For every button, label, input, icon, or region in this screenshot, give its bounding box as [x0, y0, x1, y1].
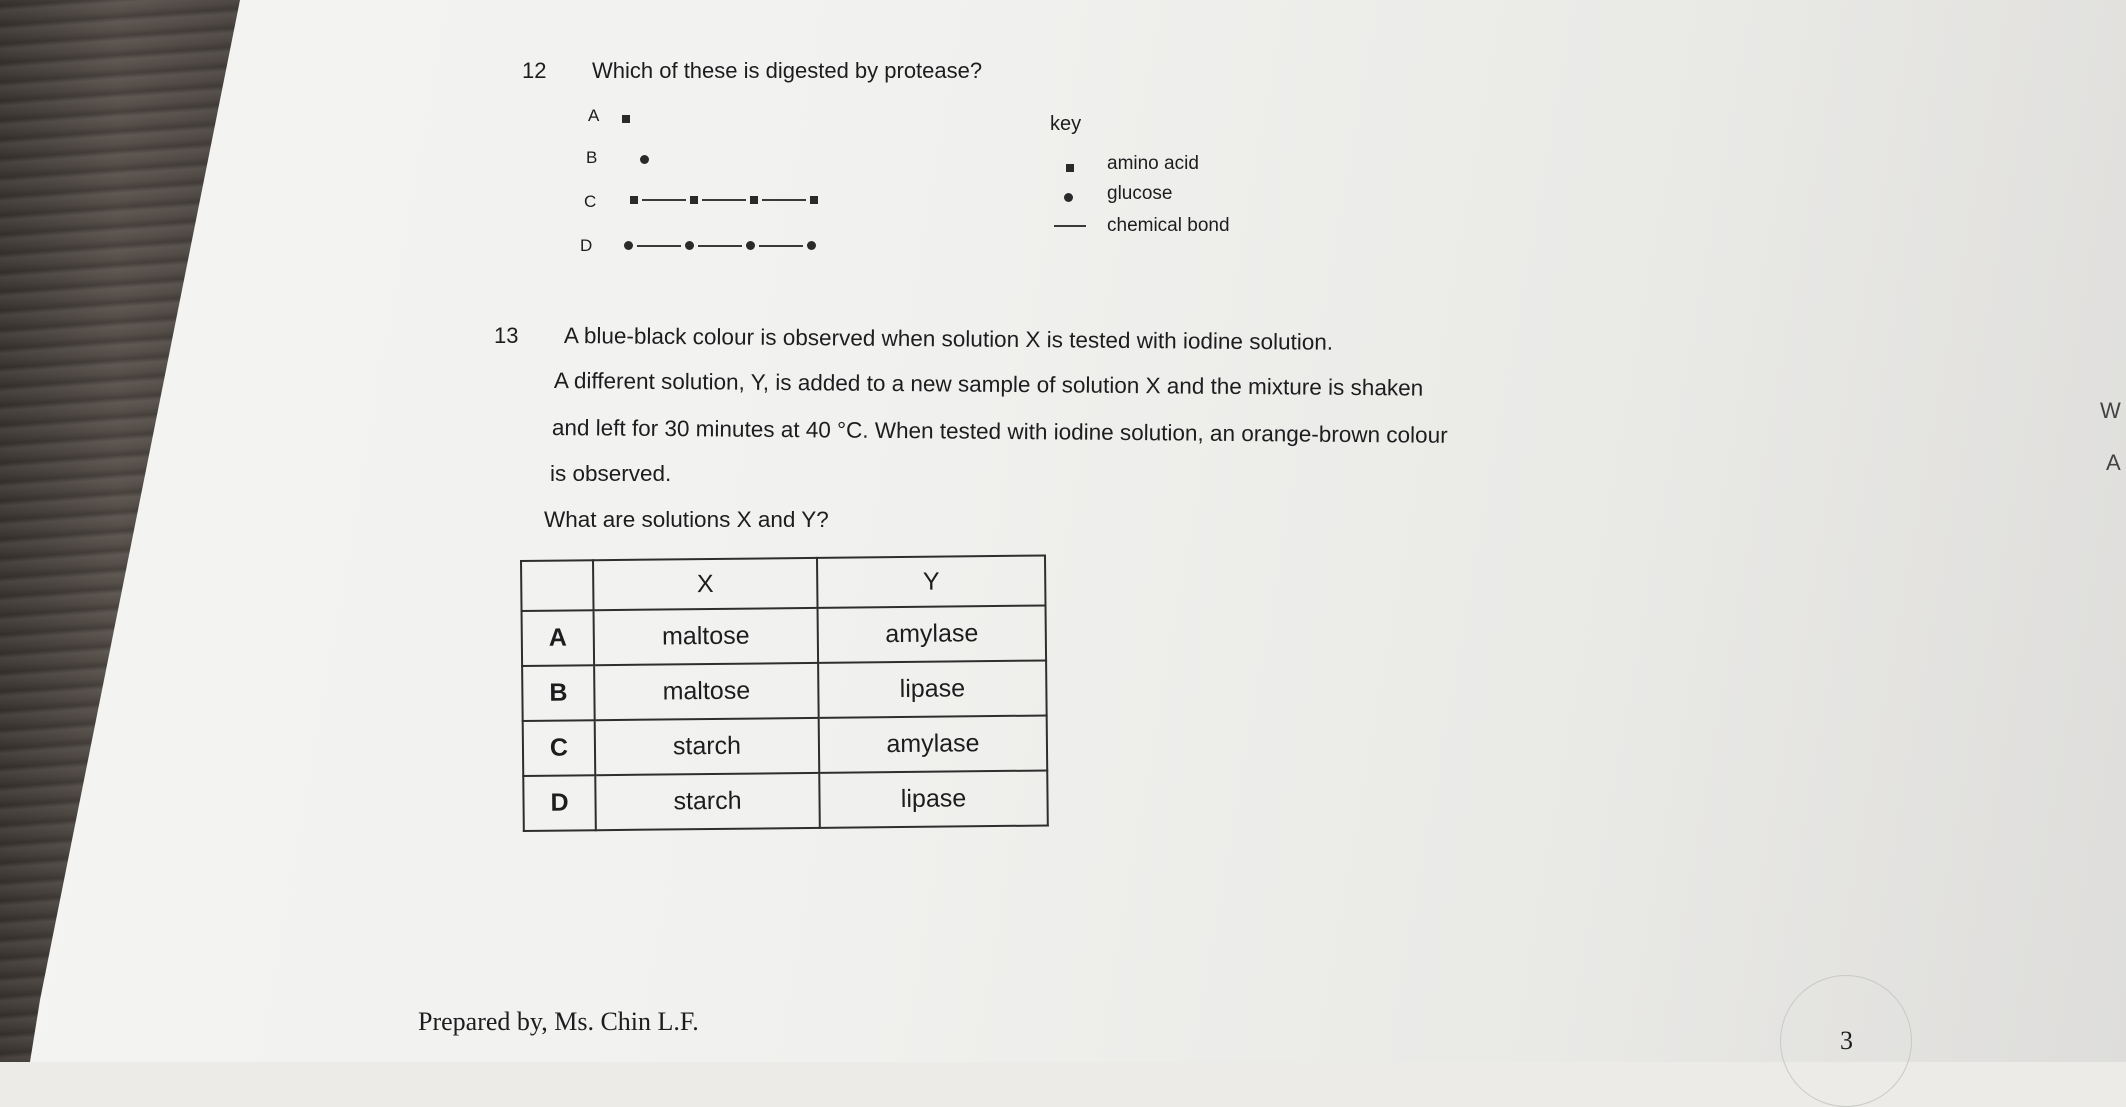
glucose-icon — [746, 241, 755, 250]
row-option-label: D — [523, 775, 596, 831]
q12-option-c-label: C — [584, 192, 597, 211]
table-header-y: Y — [817, 556, 1046, 608]
q12-option-b-structure — [640, 151, 649, 169]
table-header-row — [521, 556, 1045, 611]
glucose-icon — [807, 241, 816, 250]
q12-option-d-structure — [624, 241, 816, 250]
question-13-line-3: and left for 30 minutes at 40 °C. When tested with iodine solution, an orange-brown colour — [551, 415, 1448, 448]
row-solution-x: starch — [595, 773, 820, 830]
glucose-icon — [640, 155, 649, 164]
chemical-bond-icon — [702, 199, 746, 201]
row-solution-x: starch — [595, 718, 820, 775]
question-13-line-4: is observed. — [550, 461, 672, 486]
edge-mark-a: A — [2106, 450, 2121, 475]
q12-option-c-structure — [630, 196, 818, 204]
question-12-number: 12 — [522, 58, 547, 83]
row-option-label: C — [523, 720, 596, 776]
key-amino-acid-symbol — [1066, 159, 1074, 177]
key-chemical-bond-text: chemical bond — [1107, 215, 1230, 236]
row-solution-x: maltose — [594, 608, 819, 665]
question-13-number: 13 — [494, 323, 519, 348]
question-13-prompt: What are solutions X and Y? — [544, 507, 829, 532]
key-amino-acid-text: amino acid — [1107, 153, 1199, 174]
row-solution-y: amylase — [819, 715, 1048, 772]
amino-acid-icon — [690, 196, 698, 204]
chemical-bond-icon — [642, 199, 686, 201]
amino-acid-icon — [630, 196, 638, 204]
page-number: 3 — [1840, 1026, 1853, 1055]
amino-acid-icon — [750, 196, 758, 204]
chemical-bond-icon — [637, 245, 681, 247]
footer-prepared-by: Prepared by, Ms. Chin L.F. — [418, 1007, 699, 1036]
q12-option-a-structure — [622, 110, 630, 128]
q12-option-b-label: B — [586, 148, 598, 167]
q12-option-a-label: A — [588, 106, 600, 125]
row-solution-y: lipase — [819, 770, 1048, 827]
table-header-empty — [521, 560, 594, 611]
table-row — [522, 660, 1047, 720]
glucose-icon — [685, 241, 694, 250]
edge-mark-w: W — [2100, 398, 2121, 423]
chemical-bond-icon — [759, 245, 803, 247]
chemical-bond-icon — [762, 199, 806, 201]
question-13-line-1: A blue-black colour is observed when solution X is tested with iodine solution. — [563, 323, 1334, 355]
table-row — [522, 605, 1047, 665]
row-solution-y: amylase — [818, 605, 1047, 662]
row-solution-y: lipase — [818, 660, 1047, 717]
key-bond-symbol — [1054, 225, 1086, 227]
table-row — [523, 715, 1048, 775]
key-glucose-text: glucose — [1107, 183, 1173, 204]
glucose-icon — [1064, 193, 1073, 202]
q12-option-d-label: D — [580, 236, 593, 255]
amino-acid-icon — [810, 196, 818, 204]
table-row — [523, 770, 1048, 830]
row-option-label: A — [522, 610, 595, 666]
table-header-x: X — [593, 558, 818, 610]
row-solution-x: maltose — [594, 663, 819, 720]
answer-options-table — [520, 554, 1049, 831]
chemical-bond-icon — [698, 245, 742, 247]
question-13-line-2: A different solution, Y, is added to a new sample of solution X and the mixture is shaken — [553, 368, 1424, 401]
row-option-label: B — [522, 665, 595, 721]
key-glucose-symbol — [1064, 189, 1073, 207]
question-12-text: Which of these is digested by protease? — [592, 58, 983, 83]
glucose-icon — [624, 241, 633, 250]
amino-acid-icon — [622, 115, 630, 123]
amino-acid-icon — [1066, 164, 1074, 172]
key-title: key — [1050, 113, 1082, 135]
